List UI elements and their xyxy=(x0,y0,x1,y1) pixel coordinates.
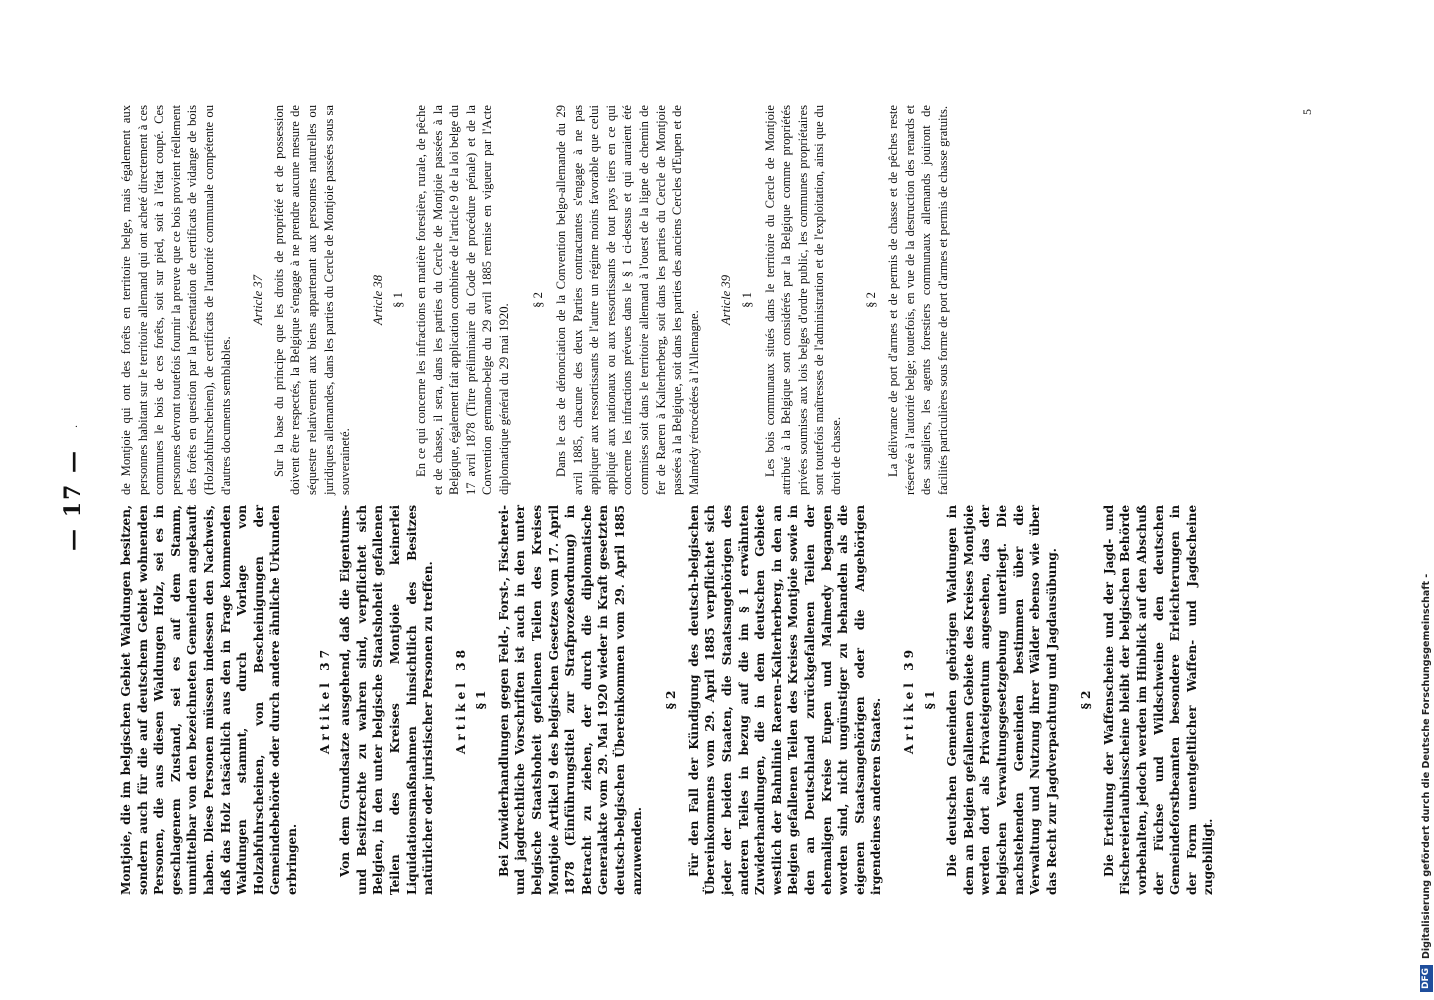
german-article-37-text: Von dem Grundsatze ausgehend, daß die Eigentums- und Besitzrechte zu wahren sind, verpflichtet sich Belgien, in den unter belgische Staatshoheit gefallenen Teilen des Kreises Montjoie keinerlei Liquidationsmaßnahmen hinsichtlich des Besitzes natürlicher oder juristischer Personen zu treffen. xyxy=(338,505,436,895)
french-article-38-section-1-text: En ce qui concerne les infractions en matière forestière, rurale, de pêche et de chasse, il sera, dans les parties du Cercle de Montjoie passées à la Belgique, également fait application combinée de l'article 9 de la loi belge du 17 avril 1878 (Titre préliminaire du Code de procédure pénale) et de la Convention germano-belge du 29 avril 1885 remise en vigueur par l'Acte diplomatique général du 29 mai 1920. xyxy=(413,105,511,495)
french-article-38-heading: Article 38 xyxy=(370,275,385,326)
german-article-37-heading: Artikel 37 xyxy=(317,645,332,755)
french-column xyxy=(118,105,952,495)
french-article-38-section-2-text: Dans le cas de dénonciation de la Convention belgo-allemande du 29 avril 1885, chacune des deux Parties contractantes s'engage à ne pas appliquer aux ressortissants de l'autre un régime moins favorable que celui appliqué aux nationaux ou aux ressortissants de tout pays tiers en ce qui concerne les infractions prévues dans le § 1 ci-dessus et qui auraient été commises soit dans le territoire allemand à l'ouest de la ligne de chemin de fer de Raeren à Kalterherberg, soit dans les parties du Cercle de Montjoie passées à la Belgique, soit dans les parties des anciens Cercles d'Eupen et de Malmédy rétrocédées à l'Allemagne. xyxy=(554,105,701,495)
french-intro-paragraph: de Montjoie qui ont des forêts en territoire belge, mais également aux personnes habitant sur le territoire allemand qui ont acheté directement à ces communes le bois de ces forêts, soit sur pied, soit à l'état coupé. Ces personnes devront toutefois fournir la preuve que ce bois provient réellement des forêts en question par la présentation de certificats de vidange de bois (Holzabfuhrscheinen), de certificats de l'autorité communale compétente ou d'autres documents semblables. xyxy=(119,105,233,495)
french-article-38-section-2-heading: § 2 xyxy=(531,292,546,308)
german-article-38-section-2-text: Für den Fall der Kündigung des deutsch-belgischen Übereinkommens vom 29. April 1885 verpflichtet sich jeder der beiden Staaten, die Staatsangehörigen des anderen Teiles in bezug auf die im § 1 erwähnten Zuwiderhandlungen, die in dem deutschen Gebiete westlich der Bahnlinie Raeren–Kalterherberg, in den an Belgien gefallenen Teilen des Kreises Montjoie sowie in den an Deutschland zurückgefallenen Teilen der ehemaligen Kreise Eupen und Malmedy begangen worden sind, nicht ungünstiger zu behandeln als die eigenen Staatsangehörigen oder die Angehörigen irgendeines anderen Staates. xyxy=(686,505,884,895)
print-mark: · xyxy=(72,424,83,428)
german-article-39-section-1-heading: § 1 xyxy=(922,690,937,710)
german-article-38-heading: Artikel 38 xyxy=(453,645,468,755)
german-article-39-section-2-heading: § 2 xyxy=(1079,690,1094,710)
page-number-header: — 17 — xyxy=(60,449,86,551)
dfg-logo: DFG xyxy=(1420,965,1433,992)
german-article-39-section-2-text: Die Erteilung der Waffenscheine und der Jagd- und Fischereierlaubnisscheine bleibt der belgischen Behörde vorbehalten, jedoch werden im Hinblick auf den Abschuß der Füchse und Wildschweine den deutschen Gemeindeforstbeamten besondere Erleichterungen in der Form unentgeltlicher Waffen- und Jagdscheine zugebilligt. xyxy=(1101,505,1216,895)
german-intro-paragraph: Montjoie, die im belgischen Gebiet Waldungen besitzen, sondern auch für die auf deutschem Gebiet wohnenden Personen, die aus diesen Waldungen Holz, sei es in geschlagenem Zustand, sei es auf dem Stamm, unmittelbar von den bezeichneten Gemeinden angekauft haben. Diese Personen müssen indessen den Nachweis, daß das Holz tatsächlich aus den in Frage kommenden Waldungen stammt, durch Vorlage von Holzabfuhrscheinen, von Bescheinigungen der Gemeindebehörde oder durch andere ähnliche Urkunden erbringen. xyxy=(119,505,299,895)
watermark-text: Digitalisierung gefördert durch die Deutsche Forschungsgemeinschaft - xyxy=(1420,573,1432,959)
digitisation-watermark xyxy=(1418,8,1434,992)
french-article-39-heading: Article 39 xyxy=(719,275,734,326)
printer-signature-mark: 5 xyxy=(1300,109,1314,115)
french-article-37-text: Sur la base du principe que les droits de propriété et de possession doivent être respectés, la Belgique s'engage à ne prendre aucune mesure de séquestre relativement aux biens appartenant aux personnes naturelles ou juridiques allemandes, dans les parties du Cercle de Montjoie passées sous sa souveraineté. xyxy=(271,105,353,495)
french-article-39-section-1-heading: § 1 xyxy=(740,292,754,308)
german-article-39-section-1-text: Die deutschen Gemeinden gehörigen Waldungen in dem an Belgien gefallenen Gebiete des Kreises Montjoie werden dort als Privateigentum angesehen, das der belgischen Verwaltungsgesetzgebung unterliegt. Die nachstehenden Gemeinden bestimmen über die Verwaltung und Nutzung ihrer Wälder ebenso wie über das Recht zur Jagdverpachtung und Jagdausübung. xyxy=(945,505,1059,895)
german-article-39-heading: Artikel 39 xyxy=(901,645,916,755)
french-article-39-section-2-text: La délivrance de port d'armes et de permis de chasse et de pêches reste réservée à l'autorité belge; toutefois, en vue de la destruction des renards et des sangliers, les agents forestiers communaux allemands jouiront de facilités particulières sous forme de port d'armes et permis de chasse gratuits. xyxy=(886,105,950,495)
german-article-38-section-1-text: Bei Zuwiderhandlungen gegen Feld-, Forst-, Fischerei- und jagdrechtliche Vorschriften ist auch in den unter belgische Staatshoheit gefallenen Teilen des Kreises Montjoie Artikel 9 des belgischen Gesetzes vom 17. April 1878 (Einführungstitel zur Strafprozeßordnung) in Betracht zu ziehen, der durch die diplomatische Generalakte vom 29. Mai 1920 wieder in Kraft gesetzten deutsch-belgischen Übereinkommen vom 29. April 1885 anzuwenden. xyxy=(496,505,644,895)
french-article-38-section-1-heading: § 1 xyxy=(391,292,406,308)
french-article-37-heading: Article 37 xyxy=(251,275,266,326)
french-article-39-section-1-text: Les bois communaux situés dans le territoire du Cercle de Montjoie attribué à la Belgique sont considérés par la Belgique comme propriétés privées soumises aux lois belges d'ordre public, les communes propriétaires sont toutefois maîtresses de l'administration et de l'exploitation, ainsi que du droit de chasse. xyxy=(762,105,843,495)
french-article-39-section-2-heading: § 2 xyxy=(863,292,878,308)
german-column xyxy=(118,505,1217,895)
german-article-38-section-2-heading: § 2 xyxy=(664,690,679,710)
german-article-38-section-1-heading: § 1 xyxy=(474,690,489,710)
